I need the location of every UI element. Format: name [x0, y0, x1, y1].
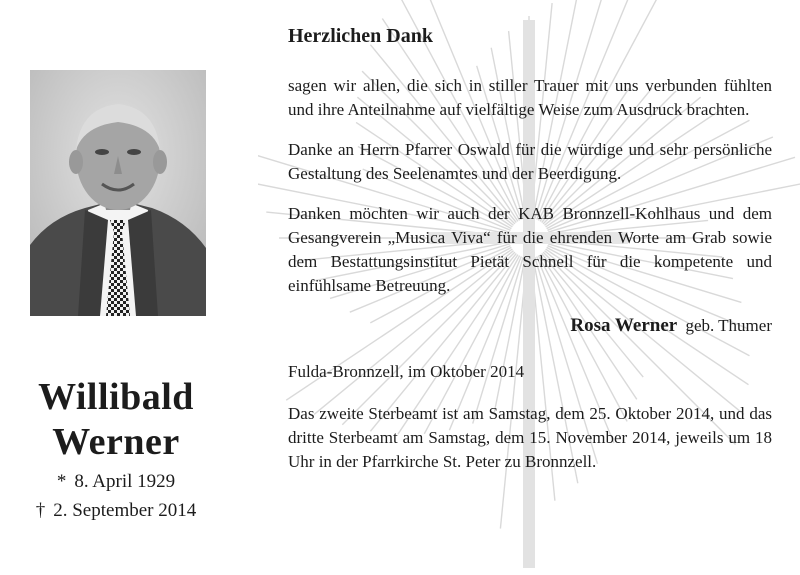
death-date-line	[0, 499, 232, 523]
signature	[288, 314, 772, 338]
notice-heading: Herzlichen Dank	[288, 25, 433, 47]
deceased-first-name: Willibald	[38, 376, 194, 418]
notice-text	[288, 22, 772, 490]
notice-paragraph-3: Danken möchten wir auch der KAB Bronnzell-Kohlhaus und dem Gesangverein „Musica Viva“ für die ehrenden Worte am Grab sowie dem Bestattungsinstitut Pietät Schnell für die kompetente und einfühlsame Betreuung.	[288, 204, 772, 295]
deceased-last-name: Werner	[52, 421, 180, 463]
mass-announcement: Das zweite Sterbeamt ist am Samstag, dem 25. Oktober 2014, und das dritte Sterbeamt am Samstag, dem 15. November 2014, jeweils um 18 Uhr in der Pfarrkirche St. Peter zu Bronnzell.	[288, 404, 772, 471]
place-date: Fulda-Bronnzell, im Oktober 2014	[288, 362, 525, 381]
birth-symbol: *	[56, 471, 67, 492]
signature-name: Rosa Werner	[570, 315, 678, 336]
birth-date-line	[0, 470, 232, 494]
notice-paragraph-2: Danke an Herrn Pfarrer Oswald für die würdige und sehr persönliche Gestaltung des Seelenamtes und der Beerdigung.	[288, 140, 772, 183]
notice-paragraph-1: sagen wir allen, die sich in stiller Trauer mit uns verbunden fühlten und ihre Anteilnahme auf vielfältige Weise zum Ausdruck brachten.	[288, 76, 772, 119]
death-date: 2. September 2014	[53, 500, 197, 521]
birth-date: 8. April 1929	[74, 471, 176, 492]
deceased-panel	[0, 0, 232, 575]
portrait-photo	[30, 70, 206, 316]
portrait-icon	[30, 70, 206, 316]
signature-maiden-name: geb. Thumer	[685, 316, 772, 335]
death-cross-icon: †	[35, 500, 46, 521]
